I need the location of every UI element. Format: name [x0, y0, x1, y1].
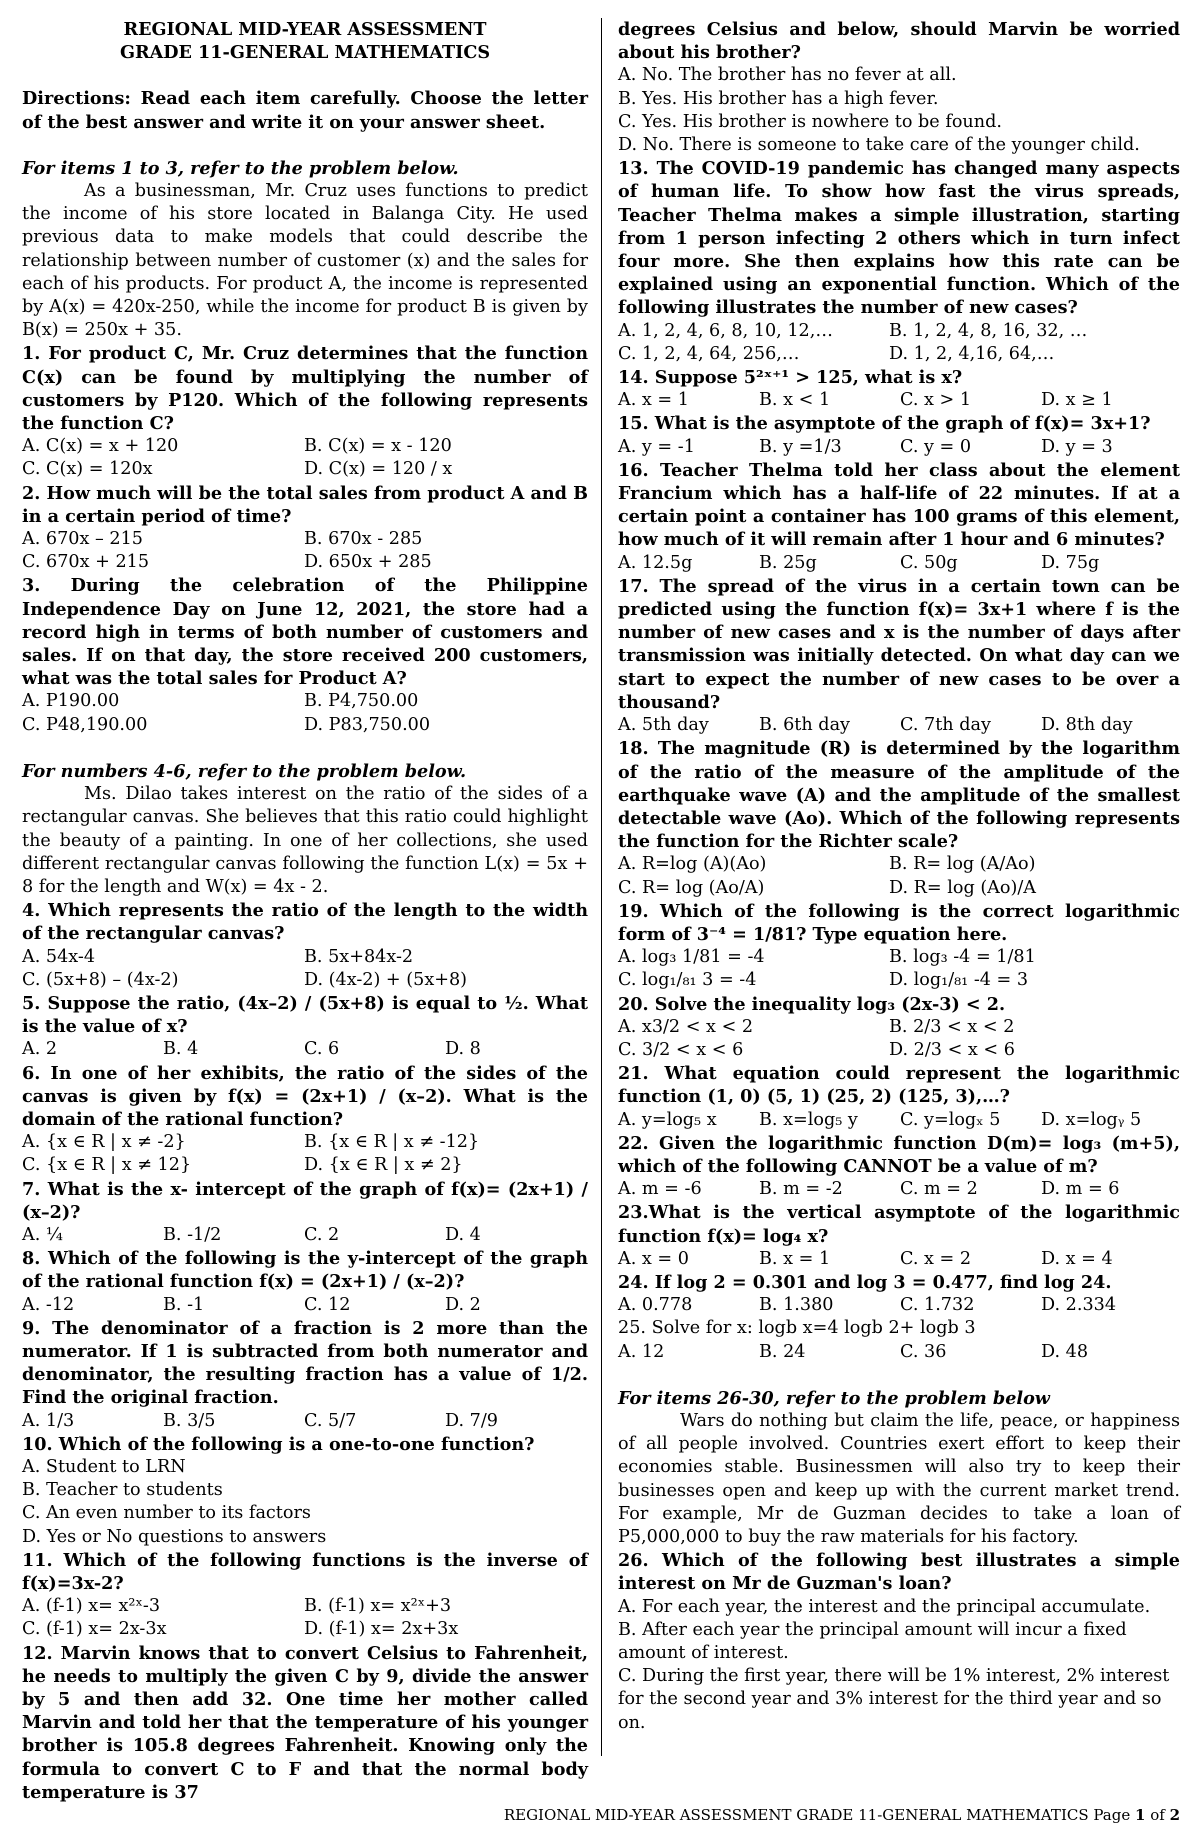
- option: C. log₁/₈₁ 3 = -4: [618, 970, 757, 991]
- answer-options: [618, 1248, 1180, 1271]
- title-line-2: GRADE 11-GENERAL MATHEMATICS: [119, 42, 491, 64]
- option: C. 12: [304, 1294, 351, 1315]
- option: D. (4x-2) + (5x+8): [304, 969, 468, 990]
- question-stem: 18. The magnitude (R) is determined by the logarithm of the ratio of the measure of the amplitude of the earthquake wave (A) and the amplitude of the smallest detectable wave (Ao). Which of the following represents the function for the Richter scale?: [618, 738, 1180, 853]
- option: D. 75g: [1041, 552, 1100, 573]
- option: D. x = 4: [1041, 1248, 1113, 1269]
- question-stem: 1. For product C, Mr. Cruz determines that the function C(x) can be found by multiplying the number of customers by P120. Which of the following represents the function C?: [22, 343, 588, 435]
- page-number: 1: [1135, 1806, 1146, 1824]
- footer-text: REGIONAL MID-YEAR ASSESSMENT GRADE 11-GENERAL MATHEMATICS Page: [503, 1806, 1135, 1824]
- question-stem: 4. Which represents the ratio of the length to the width of the rectangular canvas?: [22, 900, 588, 945]
- option: A. 2: [22, 1039, 58, 1060]
- footer-of: of: [1145, 1806, 1170, 1824]
- option: B. log₃ -4 = 1/81: [889, 947, 1036, 968]
- option: C. Yes. His brother is nowhere to be found.: [618, 111, 1002, 132]
- option: C. An even number to its factors: [22, 1503, 311, 1524]
- question-stem: 21. What equation could represent the logarithmic function (1, 0) (5, 1) (25, 2) (125, 3),…?: [618, 1063, 1180, 1108]
- question-stem: 6. In one of her exhibits, the ratio of the sides of the canvas is given by f(x) = (2x+1) / (x–2). What is the domain of the rational function?: [22, 1062, 588, 1130]
- option: C. P48,190.00: [22, 714, 148, 735]
- option: C. (f-1) x= 2x-3x: [22, 1619, 167, 1640]
- option: C. During the first year, there will be 1% interest, 2% interest for the second year and 3% interest for the third year and so on.: [618, 1666, 1170, 1733]
- option: D. x ≥ 1: [1041, 390, 1113, 411]
- option: D. R= log (Ao)/A: [889, 877, 1036, 898]
- option: D. 1, 2, 4,16, 64,…: [889, 343, 1055, 364]
- option: D. log₁/₈₁ -4 = 3: [889, 970, 1029, 991]
- option: B. After each year the principal amount will incur a fixed amount of interest.: [618, 1619, 1127, 1664]
- option: A. -12: [22, 1294, 75, 1315]
- option: D. P83,750.00: [304, 714, 431, 735]
- question-stem: 17. The spread of the virus in a certain town can be predicted using the function f(x)= 3x+1 where f is the number of new cases and x is the number of days after transmission was initially detected. On what day can we start to expect the number of new cases to be over a thousand?: [618, 575, 1180, 713]
- option: D. 650x + 285: [304, 552, 432, 573]
- answer-options: [22, 1294, 588, 1317]
- option: C. 1.732: [900, 1295, 975, 1316]
- question-stem: 7. What is the x- intercept of the graph of f(x)= (2x+1) / (x–2)?: [22, 1178, 588, 1223]
- problem-passage: Wars do nothing but claim the life, peace, or happiness of all people involved. Countries exert effort to keep their economies stable. Businessmen will also try to keep their businesses open and keep up with the current market trend. For example, Mr de Guzman decides to take a loan of P5,000,000 to buy the raw materials for his factory.: [618, 1410, 1180, 1547]
- option: D. 8th day: [1041, 715, 1133, 736]
- option: D. No. There is someone to take care of the younger child.: [618, 135, 1140, 156]
- question-stem: 9. The denominator of a fraction is 2 more than the numerator. If 1 is subtracted from both numerator and denominator, the resulting fraction has a value of 1/2. Find the original fraction.: [22, 1317, 588, 1409]
- option: A. 1/3: [22, 1410, 75, 1431]
- option: C. 2: [304, 1224, 340, 1245]
- option: D. m = 6: [1041, 1179, 1120, 1200]
- option: A. y = -1: [618, 436, 695, 457]
- question-stem: 14. Suppose 5²ˣ⁺¹ > 125, what is x?: [618, 367, 963, 389]
- option: B. 1.380: [759, 1295, 834, 1316]
- question-stem: 2. How much will be the total sales from product A and B in a certain period of time?: [22, 482, 588, 527]
- answer-options: [618, 1178, 1180, 1201]
- option: B. 25g: [759, 552, 817, 573]
- problem-passage: Ms. Dilao takes interest on the ratio of the sides of a rectangular canvas. She believes that this ratio could highlight the beauty of a painting. In one of her collections, she used different rectangular canvas following the function L(x) = 5x + 8 for the length and W(x) = 4x - 2.: [22, 784, 588, 897]
- option: B. x=log₅ y: [759, 1109, 858, 1130]
- option: C. 5/7: [304, 1410, 357, 1431]
- option: B. 3/5: [163, 1410, 216, 1431]
- answer-options: [618, 436, 1180, 459]
- option: B. x < 1: [759, 390, 831, 411]
- option: A. x = 1: [618, 390, 689, 411]
- answer-options: [22, 1131, 588, 1177]
- option: B. -1/2: [163, 1224, 222, 1245]
- option: C. x > 1: [900, 390, 972, 411]
- option: C. m = 2: [900, 1179, 978, 1200]
- option: B. Yes. His brother has a high fever.: [618, 88, 939, 109]
- option: D. 4: [445, 1224, 481, 1245]
- option: D. {x ∈ R | x ≠ 2}: [304, 1155, 463, 1176]
- option: C. y=logₓ 5: [900, 1109, 1001, 1130]
- option: A. m = -6: [618, 1179, 702, 1200]
- answer-options: [618, 552, 1180, 575]
- option: C. y = 0: [900, 436, 972, 457]
- question-stem: 24. If log 2 = 0.301 and log 3 = 0.477, find log 24.: [618, 1271, 1112, 1293]
- option: B. 4: [163, 1039, 199, 1060]
- answer-options: [618, 1341, 1180, 1364]
- option: A. C(x) = x + 120: [22, 436, 179, 457]
- option: A. 5th day: [618, 715, 709, 736]
- option: A. 12.5g: [618, 552, 693, 573]
- page-total: 2: [1169, 1806, 1180, 1824]
- question-stem: 20. Solve the inequality log₃ (2x-3) < 2.: [618, 993, 1006, 1015]
- answer-options: [22, 1038, 588, 1061]
- option: B. Teacher to students: [22, 1480, 223, 1501]
- answer-options: [22, 435, 588, 481]
- option: A. x3/2 < x < 2: [618, 1016, 754, 1037]
- answer-options: [618, 320, 1180, 366]
- option: D. 48: [1041, 1341, 1089, 1362]
- option: A. R=log (A)(Ao): [618, 854, 767, 875]
- question-stem: 16. Teacher Thelma told her class about the element Francium which has a half-life of 22 minutes. If at a certain point a container has 100 grams of this element, how much of it will remain after 1 hour and 6 minutes?: [618, 459, 1180, 551]
- option: C. 36: [900, 1341, 947, 1362]
- option: B. R= log (A/Ao): [889, 854, 1036, 875]
- answer-options: [618, 389, 1180, 412]
- option: D. Yes or No questions to answers: [22, 1526, 327, 1547]
- question-stem: 23.What is the vertical asymptote of the logarithmic function f(x)= log₄ x?: [618, 1202, 1180, 1247]
- question-stem: 15. What is the asymptote of the graph of f(x)= 3x+1?: [618, 413, 1151, 435]
- question-stem: 8. Which of the following is the y-intercept of the graph of the rational function f(x) = (2x+1) / (x–2)?: [22, 1248, 588, 1293]
- option: B. 670x - 285: [304, 529, 423, 550]
- option: A. No. The brother has no fever at all.: [618, 65, 957, 86]
- option: D. x=logᵧ 5: [1041, 1109, 1142, 1130]
- title-line-1: REGIONAL MID-YEAR ASSESSMENT: [123, 19, 487, 40]
- option: C. (5x+8) – (4x-2): [22, 969, 179, 990]
- section-heading: For items 26-30, refer to the problem below: [618, 1387, 1050, 1409]
- option: A. (f-1) x= x²ˣ-3: [22, 1596, 161, 1617]
- right-column: [618, 18, 1180, 1735]
- option: C. 1, 2, 4, 64, 256,…: [618, 343, 800, 364]
- answer-options: [618, 1294, 1180, 1317]
- option: C. 670x + 215: [22, 552, 150, 573]
- option: C. R= log (Ao/A): [618, 877, 765, 898]
- question-stem: 25. Solve for x: logb x=4 logb 2+ logb 3: [618, 1318, 976, 1339]
- answer-options: [618, 1016, 1180, 1062]
- option: D. y = 3: [1041, 436, 1113, 457]
- option: D. (f-1) x= 2x+3x: [304, 1619, 459, 1640]
- option: A. 670x – 215: [22, 529, 143, 550]
- option: B. 1, 2, 4, 8, 16, 32, …: [889, 320, 1088, 341]
- answer-options: [22, 690, 588, 736]
- option: B. 2/3 < x < 2: [889, 1016, 1015, 1037]
- option: A. ¼: [22, 1224, 63, 1245]
- option: B. -1: [163, 1294, 205, 1315]
- option: C. 3/2 < x < 6: [618, 1039, 744, 1060]
- option: C. {x ∈ R | x ≠ 12}: [22, 1155, 192, 1176]
- option: B. x = 1: [759, 1248, 831, 1269]
- option: B. m = -2: [759, 1179, 843, 1200]
- question-stem: 13. The COVID-19 pandemic has changed many aspects of human life. To show how fast the virus spreads, Teacher Thelma makes a simple illustration, starting from 1 person infecting 2 others which in turn infect four more. She then explains how this rate can be explained using an exponential function. Which of the following illustrates the number of new cases?: [618, 158, 1180, 319]
- question-stem: 5. Suppose the ratio, (4x–2) / (5x+8) is equal to ½. What is the value of x?: [22, 992, 588, 1038]
- option: C. C(x) = 120x: [22, 459, 153, 480]
- option: B. y =1/3: [759, 436, 842, 457]
- option: A. 1, 2, 4, 6, 8, 10, 12,…: [618, 320, 833, 341]
- column-divider: [601, 18, 602, 1756]
- answer-options: [618, 714, 1180, 737]
- option: B. 24: [759, 1341, 806, 1362]
- question-stem: 26. Which of the following best illustrates a simple interest on Mr de Guzman's loan?: [618, 1550, 1180, 1595]
- option: B. C(x) = x - 120: [304, 436, 452, 457]
- option: D. 2.334: [1041, 1295, 1117, 1316]
- option: A. x = 0: [618, 1248, 689, 1269]
- option: D. 2/3 < x < 6: [889, 1039, 1015, 1060]
- question-stem: 3. During the celebration of the Philippine Independence Day on June 12, 2021, the store had a record high in terms of both number of customers and sales. If on that day, the store received 200 customers, what was the total sales for Product A?: [22, 575, 588, 690]
- question-stem: 12. Marvin knows that to convert Celsius to Fahrenheit, he needs to multiply the given C by 9, divide the answer by 5 and then add 32. One time her mother called Marvin and told her that the temperature of his younger brother is 105.8 degrees Fahrenheit. Knowing only the formula to convert C to F and that the normal body temperature is 37: [22, 1642, 588, 1803]
- option: B. 6th day: [759, 715, 850, 736]
- option: B. P4,750.00: [304, 691, 419, 712]
- option: A. 54x-4: [22, 946, 96, 967]
- option: A. For each year, the interest and the principal accumulate.: [618, 1596, 1151, 1617]
- answer-options: [618, 853, 1180, 899]
- question-stem: 19. Which of the following is the correct logarithmic form of 3⁻⁴ = 1/81? Type equation here.: [618, 900, 1180, 945]
- option: B. {x ∈ R | x ≠ -12}: [304, 1132, 480, 1153]
- section-heading: For numbers 4-6, refer to the problem below.: [22, 760, 467, 782]
- answer-options: [22, 1595, 588, 1641]
- option: D. C(x) = 120 / x: [304, 459, 453, 480]
- page-footer: [0, 1806, 1180, 1824]
- answer-options: [22, 528, 588, 574]
- option: A. 12: [618, 1341, 665, 1362]
- option: C. 6: [304, 1039, 340, 1060]
- question-stem-continued: degrees Celsius and below, should Marvin be worried about his brother?: [618, 19, 1180, 64]
- question-stem: 22. Given the logarithmic function D(m)= log₃ (m+5), which of the following CANNOT be a value of m?: [618, 1132, 1180, 1177]
- option: D. 2: [445, 1294, 481, 1315]
- section-heading: For items 1 to 3, refer to the problem below.: [22, 157, 459, 179]
- answer-options: [22, 1224, 588, 1247]
- option: A. Student to LRN: [22, 1456, 186, 1477]
- answer-options: [22, 1410, 588, 1433]
- answer-options: [22, 946, 588, 992]
- option: B. 5x+84x-2: [304, 946, 414, 967]
- option: A. P190.00: [22, 691, 120, 712]
- option: C. x = 2: [900, 1248, 972, 1269]
- answer-options: [618, 1109, 1180, 1132]
- question-stem: 10. Which of the following is a one-to-one function?: [22, 1433, 535, 1455]
- left-column: [22, 18, 588, 1804]
- question-stem: 11. Which of the following functions is the inverse of f(x)=3x-2?: [22, 1549, 588, 1594]
- option: C. 50g: [900, 552, 958, 573]
- option: A. {x ∈ R | x ≠ -2}: [22, 1132, 186, 1153]
- directions: Directions: Read each item carefully. Choose the letter of the best answer and write it on your answer sheet.: [22, 88, 588, 133]
- problem-passage: As a businessman, Mr. Cruz uses functions to predict the income of his store located in Balanga City. He used previous data to make models that could describe the relationship between number of customer (x) and the sales for each of his products. For product A, the income is represented by A(x) = 420x-250, while the income for product B is given by B(x) = 250x + 35.: [22, 181, 588, 341]
- option: D. 7/9: [445, 1410, 498, 1431]
- option: A. log₃ 1/81 = -4: [618, 947, 765, 968]
- answer-options: [618, 946, 1180, 992]
- option: D. 8: [445, 1039, 481, 1060]
- option: B. (f-1) x= x²ˣ+3: [304, 1596, 452, 1617]
- option: C. 7th day: [900, 715, 991, 736]
- option: A. y=log₅ x: [618, 1109, 717, 1130]
- option: A. 0.778: [618, 1295, 693, 1316]
